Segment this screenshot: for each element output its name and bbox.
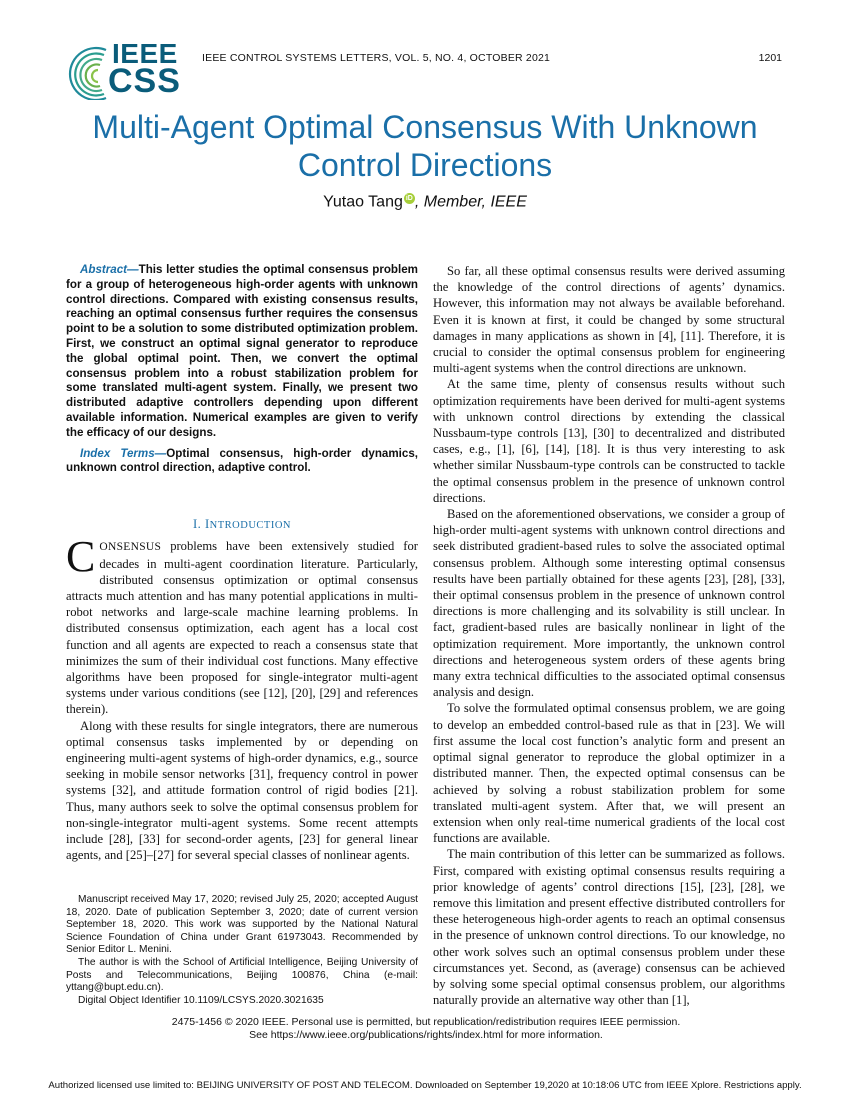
- copyright-line-2[interactable]: See https://www.ieee.org/publications/rights/index.html for more information.: [249, 1029, 603, 1041]
- index-terms-label: Index Terms—: [80, 446, 167, 460]
- logo-ieee-text: IEEE: [112, 38, 178, 69]
- page-number: 1201: [758, 52, 782, 64]
- license-notice: Authorized licensed use limited to: BEIJING UNIVERSITY OF POST AND TELECOM. Downloaded on September 19,2020 at 10:18:06 UTC from IEEE Xplore. Restrictions apply.: [48, 1080, 802, 1091]
- footnote-manuscript: Manuscript received May 17, 2020; revised July 25, 2020; accepted August 18, 2020. Date of publication September 3, 2020; date of current version September 18, 2020. This work was supported by the National Natural Science Foundation of China under Grant 61973043. Recommended by Senior Editor L. Menini.: [66, 894, 418, 956]
- author-name: Yutao Tang: [323, 193, 403, 211]
- intro-paragraph-2: Along with these results for single integrators, there are numerous optimal consensus tasks implemented by or depending on engineering multi-agent systems of high-order dynamics, e.g., source seeking in mobile sensor networks [31], frequency control in power systems [32], and attitude formation control of rigid bodies [21]. Thus, many authors seek to solve the optimal consensus problem for non-single-integrator multi-agent systems. Some recent attempts include [28], [33] for second-order agents, [23] for general linear agents, and [25]–[27] for several special classes of nonlinear agents.: [66, 718, 418, 863]
- author-membership: , Member, IEEE: [414, 193, 527, 211]
- index-terms: [66, 447, 418, 477]
- right-paragraph-1: So far, all these optimal consensus results were derived assuming the knowledge of the control directions of agents’ dynamics. However, this information may not always be available beforehand. Even it is known at first, it could be changed by some structural damages in many applications as shown in [4], [11]. Therefore, it is crucial to consider the optimal consensus problem for engineering multi-agent systems when the control directions are unknown.: [433, 264, 785, 376]
- orcid-icon[interactable]: iD: [405, 195, 413, 202]
- right-paragraph-5: The main contribution of this letter can be summarized as follows. First, compared with existing optimal consensus results requiring a prior knowledge of agents’ control directions [15], [23], [28], we remove this limitation and present effective distributed controllers for these heterogeneous high-order agents to reach an optimal consensus in the presence of unknown control directions. To our knowledge, no other work solves such an optimal consensus problem under these circumstances yet. Second, as (average) consensus can be achieved by solving some special optimal consensus problem, our algorithms naturally provide an alternative way other than [1],: [433, 847, 785, 1008]
- intro-paragraph-1: CONSENSUS problems have been extensively studied for decades in multi-agent coordination literature. Particularly, distributed consensus optimization or optimal consensus attracts much attention and has many potential applications in multi-robot networks and large-scale machine learning problems. In distributed consensus optimization, each agent has a local cost function and all agents are expected to reach a consensus state that minimizes the sum of their individual cost functions. Many effective algorithms have been proposed for single-integrator multi-agent systems under various conditions (see [12], [20], [29] and references therein).: [66, 532, 418, 717]
- lead-caps: ONSENSUS: [99, 541, 162, 554]
- abstract-label: Abstract—: [80, 263, 139, 276]
- right-paragraph-3: Based on the aforementioned observations, we consider a group of high-order multi-agent systems with unknown control directions and seek distributed gradient-based rules to solve the associated optimal consensus problem. Although some interesting optimal consensus results have been partially obtained for these agents [23], [28], [33], their optimal consensus problem in the presence of unknown control directions is more challenging and its solvability is still unclear. In fact, gradient-based rules are basically nonlinear in light of the optimization requirement. More importantly, the unknown control directions and heterogeneous system orders of these agents bring many extra technical difficulties to the associated optimal consensus analysis and design.: [433, 507, 785, 700]
- copyright-notice: [66, 1016, 786, 1042]
- right-column: [433, 263, 785, 1008]
- dropcap: C: [66, 532, 96, 582]
- author-line: [40, 193, 810, 211]
- paper-title: Multi-Agent Optimal Consensus With Unknown Control Directions: [92, 109, 758, 183]
- section-heading-introduction: I. INTRODUCTION: [192, 517, 291, 532]
- logo-css-text: CSS: [108, 62, 181, 100]
- left-column: [66, 263, 418, 863]
- running-head: IEEE CONTROL SYSTEMS LETTERS, VOL. 5, NO. 4, OCTOBER 2021: [202, 52, 551, 64]
- index-terms-text: Optimal consensus, high-order dynamics, unknown control direction, adaptive control.: [66, 446, 418, 475]
- copyright-line-1: 2475-1456 © 2020 IEEE. Personal use is permitted, but republication/redistribution requires IEEE permission.: [171, 1016, 681, 1028]
- footnote-affiliation: The author is with the School of Artificial Intelligence, Beijing University of Posts and Telecommunications, Beijing 100876, China (e-mail: yttang@bupt.edu.cn).: [66, 956, 418, 994]
- footnotes: [66, 894, 418, 1007]
- right-paragraph-4: To solve the formulated optimal consensus problem, we are going to develop an embedded control-based rule as that in [23]. We will first assume the local cost function’s analytic form and present an optimal signal generator to reproduce the global optimizer in a distributed manner. Then, the expected optimal consensus can be achieved by solving a robust stabilization problem for some translated multi-agent system. After that, we will present an extension when only real-time numerical gradients of the local cost functions are available.: [433, 701, 785, 846]
- footnote-doi: Digital Object Identifier 10.1109/LCSYS.2020.3021635: [78, 994, 324, 1006]
- abstract-text: This letter studies the optimal consensus problem for a group of heterogeneous high-order agents with unknown control directions. Compared with existing consensus results, reaching an optimal consensus further requires the consensus point to be a solution to some distributed optimization problem. First, we construct an optimal signal generator to reproduce the global optimal point. Then, we convert the optimal consensus problem into a robust stabilization problem for some translated multi-agent system. Finally, we present two distributed adaptive controllers depending upon different available information. Numerical examples are given to verify the efficacy of our designs.: [66, 263, 418, 439]
- right-paragraph-2: At the same time, plenty of consensus results without such optimization requirements have been derived for multi-agent systems with unknown control directions by extending the classical Nussbaum-type controls [13], [30] to decentralized and distributed cases, e.g., [1], [6], [14], [18]. It is thus very interesting to ask whether similar Nussbaum-type controls can be constructed to tackle the optimal consensus problem in the presence of unknown control directions.: [433, 377, 785, 505]
- abstract: [66, 263, 418, 441]
